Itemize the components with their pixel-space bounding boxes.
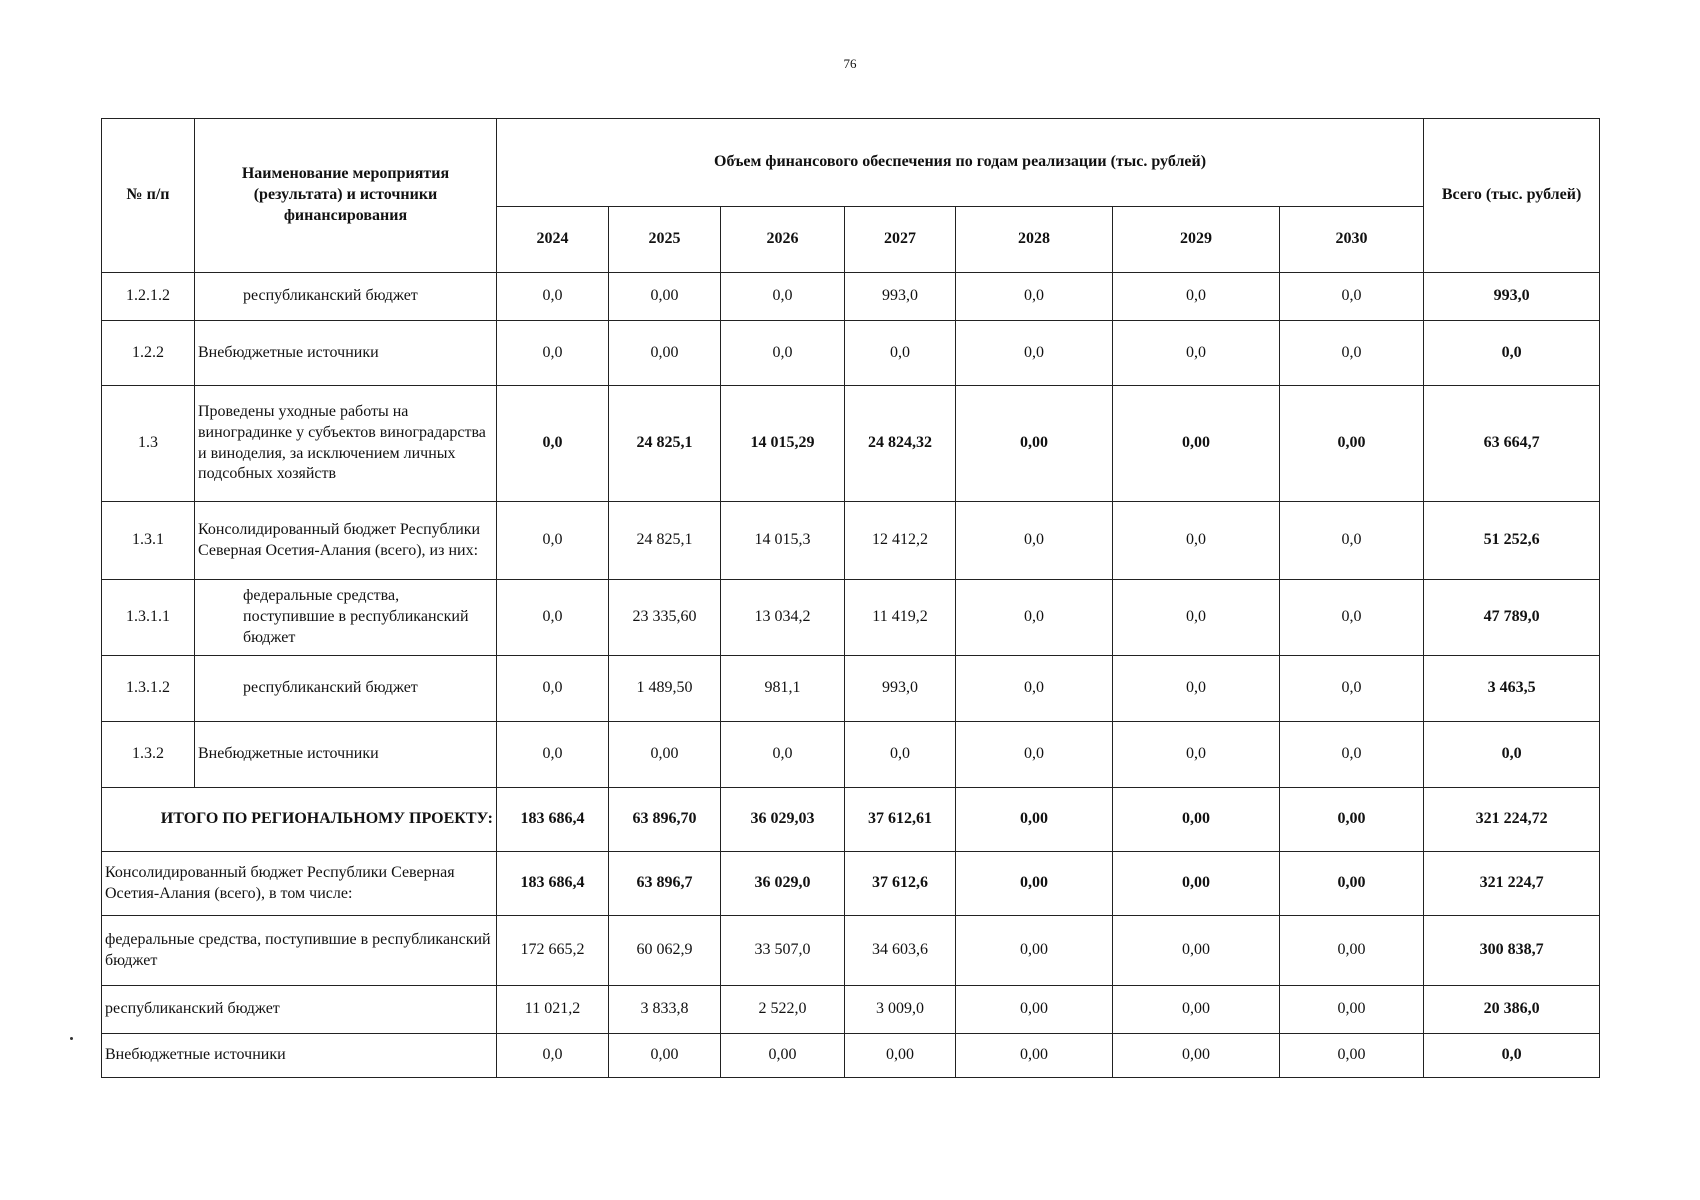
summary-value: 63 896,7 [609, 852, 721, 916]
summary-value: 0,00 [721, 1034, 845, 1078]
summary-value: 0,00 [956, 1034, 1113, 1078]
row-name: федеральные средства, поступившие в республиканский бюджет [195, 580, 497, 656]
row-value: 0,0 [497, 656, 609, 722]
row-value: 0,00 [956, 386, 1113, 502]
summary-name: федеральные средства, поступившие в республиканский бюджет [102, 916, 497, 986]
summary-value: 0,00 [1113, 986, 1280, 1034]
row-value: 0,0 [1113, 502, 1280, 580]
row-value: 0,0 [497, 273, 609, 321]
row-total: 63 664,7 [1424, 386, 1600, 502]
summary-value: 37 612,6 [845, 852, 956, 916]
header-year: 2029 [1113, 207, 1280, 273]
table-row [102, 722, 1600, 788]
summary-total: 321 224,7 [1424, 852, 1600, 916]
summary-value: 0,0 [497, 1034, 609, 1078]
row-value: 0,0 [1280, 321, 1424, 386]
row-value: 0,00 [1280, 386, 1424, 502]
row-number: 1.3.1 [102, 502, 195, 580]
summary-value: 63 896,70 [609, 788, 721, 852]
summary-total: 321 224,72 [1424, 788, 1600, 852]
row-value: 0,0 [497, 321, 609, 386]
summary-value: 0,00 [1280, 986, 1424, 1034]
page-number: 76 [843, 56, 857, 71]
total-row [102, 788, 1600, 852]
row-value: 0,0 [1113, 656, 1280, 722]
row-value: 0,0 [1113, 722, 1280, 788]
row-total: 993,0 [1424, 273, 1600, 321]
summary-value: 0,00 [1280, 788, 1424, 852]
table-row [102, 502, 1600, 580]
summary-value: 0,00 [956, 916, 1113, 986]
summary-row [102, 916, 1600, 986]
summary-value: 0,00 [1280, 916, 1424, 986]
row-value: 993,0 [845, 273, 956, 321]
row-value: 0,0 [497, 580, 609, 656]
row-name: Консолидированный бюджет Республики Северная Осетия-Алания (всего), из них: [195, 502, 497, 580]
row-value: 11 419,2 [845, 580, 956, 656]
row-total: 0,0 [1424, 722, 1600, 788]
row-value: 0,00 [1113, 386, 1280, 502]
summary-value: 3 009,0 [845, 986, 956, 1034]
table-row [102, 656, 1600, 722]
row-number: 1.3.1.1 [102, 580, 195, 656]
row-value: 14 015,29 [721, 386, 845, 502]
row-number: 1.2.1.2 [102, 273, 195, 321]
row-value: 0,00 [609, 273, 721, 321]
header-year: 2027 [845, 207, 956, 273]
row-value: 14 015,3 [721, 502, 845, 580]
row-value: 0,0 [1280, 273, 1424, 321]
row-value: 0,0 [1280, 580, 1424, 656]
summary-name: республиканский бюджет [102, 986, 497, 1034]
summary-value: 34 603,6 [845, 916, 956, 986]
row-value: 13 034,2 [721, 580, 845, 656]
row-value: 0,0 [721, 321, 845, 386]
summary-value: 0,00 [1113, 916, 1280, 986]
header-volume: Объем финансового обеспечения по годам реализации (тыс. рублей) [497, 119, 1424, 207]
summary-row [102, 986, 1600, 1034]
header-total: Всего (тыс. рублей) [1424, 119, 1600, 273]
summary-value: 0,00 [1113, 1034, 1280, 1078]
row-value: 0,0 [956, 580, 1113, 656]
summary-value: 0,00 [1113, 788, 1280, 852]
summary-value: 0,00 [956, 986, 1113, 1034]
header-year: 2028 [956, 207, 1113, 273]
summary-row [102, 1034, 1600, 1078]
row-name: Проведены уходные работы на виноградинке у субъектов виноградарства и виноделия, за исключением личных подсобных хозяйств [195, 386, 497, 502]
summary-total: 300 838,7 [1424, 916, 1600, 986]
row-number: 1.2.2 [102, 321, 195, 386]
row-value: 0,0 [497, 502, 609, 580]
row-value: 24 824,32 [845, 386, 956, 502]
row-value: 12 412,2 [845, 502, 956, 580]
row-value: 0,0 [956, 273, 1113, 321]
row-name: Внебюджетные источники [195, 321, 497, 386]
header-year: 2024 [497, 207, 609, 273]
summary-value: 0,00 [1113, 852, 1280, 916]
row-value: 0,0 [497, 722, 609, 788]
scan-dot [70, 1037, 73, 1040]
financing-table [101, 118, 1600, 1078]
table-row [102, 580, 1600, 656]
summary-value: 2 522,0 [721, 986, 845, 1034]
summary-value: 183 686,4 [497, 788, 609, 852]
table-row [102, 386, 1600, 502]
summary-name: Консолидированный бюджет Республики Северная Осетия-Алания (всего), в том числе: [102, 852, 497, 916]
summary-value: 183 686,4 [497, 852, 609, 916]
row-value: 23 335,60 [609, 580, 721, 656]
row-value: 1 489,50 [609, 656, 721, 722]
summary-total: 0,0 [1424, 1034, 1600, 1078]
row-value: 24 825,1 [609, 502, 721, 580]
row-value: 0,0 [721, 273, 845, 321]
row-number: 1.3.2 [102, 722, 195, 788]
row-number: 1.3 [102, 386, 195, 502]
row-value: 0,0 [956, 722, 1113, 788]
header-year: 2026 [721, 207, 845, 273]
row-value: 0,0 [1280, 722, 1424, 788]
row-value: 993,0 [845, 656, 956, 722]
summary-value: 0,00 [956, 852, 1113, 916]
row-value: 24 825,1 [609, 386, 721, 502]
row-value: 0,0 [1113, 321, 1280, 386]
header-name: Наименование мероприятия (результата) и источники финансирования [195, 119, 497, 273]
summary-value: 36 029,0 [721, 852, 845, 916]
row-value: 0,0 [956, 502, 1113, 580]
summary-value: 172 665,2 [497, 916, 609, 986]
row-value: 0,0 [1113, 273, 1280, 321]
summary-value: 36 029,03 [721, 788, 845, 852]
row-value: 0,0 [845, 321, 956, 386]
table-header [102, 119, 1600, 273]
header-num: № п/п [102, 119, 195, 273]
row-name: Внебюджетные источники [195, 722, 497, 788]
row-number: 1.3.1.2 [102, 656, 195, 722]
summary-value: 0,00 [956, 788, 1113, 852]
row-total: 3 463,5 [1424, 656, 1600, 722]
row-value: 0,0 [956, 656, 1113, 722]
row-value: 0,0 [497, 386, 609, 502]
table-row [102, 273, 1600, 321]
row-name: республиканский бюджет [195, 656, 497, 722]
row-value: 0,0 [956, 321, 1113, 386]
summary-value: 0,00 [845, 1034, 956, 1078]
summary-value: 0,00 [1280, 1034, 1424, 1078]
row-value: 981,1 [721, 656, 845, 722]
row-total: 51 252,6 [1424, 502, 1600, 580]
row-value: 0,00 [609, 722, 721, 788]
summary-row [102, 852, 1600, 916]
header-year: 2030 [1280, 207, 1424, 273]
row-name: республиканский бюджет [195, 273, 497, 321]
summary-value: 0,00 [1280, 852, 1424, 916]
row-total: 0,0 [1424, 321, 1600, 386]
summary-total: 20 386,0 [1424, 986, 1600, 1034]
row-value: 0,00 [609, 321, 721, 386]
row-value: 0,0 [845, 722, 956, 788]
table-row [102, 321, 1600, 386]
summary-value: 3 833,8 [609, 986, 721, 1034]
header-year: 2025 [609, 207, 721, 273]
summary-value: 33 507,0 [721, 916, 845, 986]
row-value: 0,0 [1113, 580, 1280, 656]
summary-value: 11 021,2 [497, 986, 609, 1034]
summary-name: Внебюджетные источники [102, 1034, 497, 1078]
row-value: 0,0 [1280, 502, 1424, 580]
row-value: 0,0 [1280, 656, 1424, 722]
summary-value: 37 612,61 [845, 788, 956, 852]
summary-name: ИТОГО ПО РЕГИОНАЛЬНОМУ ПРОЕКТУ: [102, 788, 497, 852]
row-total: 47 789,0 [1424, 580, 1600, 656]
table-body [102, 273, 1600, 1078]
row-value: 0,0 [721, 722, 845, 788]
summary-value: 0,00 [609, 1034, 721, 1078]
summary-value: 60 062,9 [609, 916, 721, 986]
